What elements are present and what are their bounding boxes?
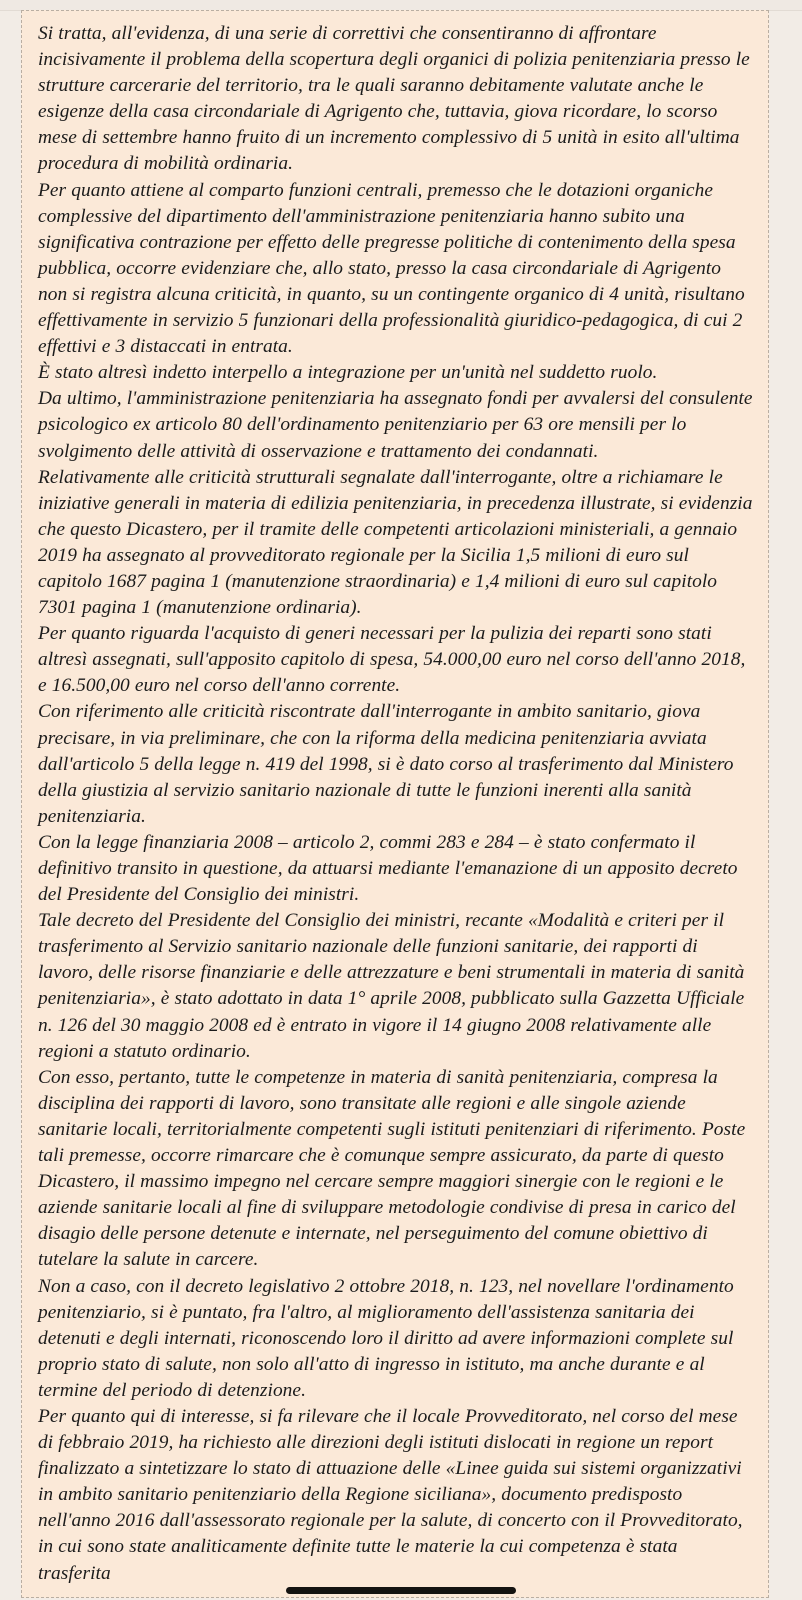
paragraph: Si tratta, all'evidenza, di una serie di correttivi che consentiranno di affrontare incisivamente il problema della scopertura degli organici di polizia penitenziaria presso le strutture carcerarie del territorio, tra le quali saranno debitamente valutate anche le esigenze della casa circondariale di Agrigento che, tuttavia, giova ricordare, lo scorso mese di settembre hanno fruito di un incremento complessivo di 5 unità in esito all'ultima procedura di mobilità ordinaria.: [38, 23, 750, 175]
scrollbar-thumb[interactable]: [793, 310, 798, 560]
document-text-body: [22, 11, 768, 1587]
paragraph: Per quanto attiene al comparto funzioni centrali, premesso che le dotazioni organiche complessive del dipartimento dell'amministrazione penitenziaria hanno subito una significativa contrazione per effetto delle pregresse politiche di contenimento della spesa pubblica, occorre evidenziare che, allo stato, presso la casa circondariale di Agrigento non si registra alcuna criticità, in quanto, su un contingente organico di 4 unità, risultano effettivamente in servizio 5 funzionari della professionalità giuridico-pedagogica, di cui 2 effettivi e 3 distaccati in entrata.: [38, 179, 745, 358]
paragraph: Non a caso, con il decreto legislativo 2 ottobre 2018, n. 123, nel novellare l'ordinamento penitenziario, si è puntato, fra l'altro, al miglioramento dell'assistenza sanitaria dei detenuti e degli internati, riconoscendo loro il diritto ad avere informazioni complete sul proprio stato di salute, non solo all'atto di ingresso in istituto, ma anche durante e al termine del periodo di detenzione.: [38, 1275, 734, 1401]
paragraph: Con riferimento alle criticità riscontrate dall'interrogante in ambito sanitario, giova precisare, in via preliminare, che con la riforma della medicina penitenziaria avviata dall'articolo 5 della legge n. 419 del 1998, si è dato corso al trasferimento dal Ministero della giustizia al servizio sanitario nazionale di tutte le funzioni inerenti alla sanità penitenziaria.: [38, 701, 734, 827]
document-frame[interactable]: [21, 10, 769, 1598]
paragraph: Relativamente alle criticità strutturali segnalate dall'interrogante, oltre a richiamare le iniziative generali in materia di edilizia penitenziaria, in precedenza illustrate, si evidenzia che questo Dicastero, per il tramite delle competenti articolazioni ministeriali, a gennaio 2019 ha assegnato al provveditorato regionale per la Sicilia 1,5 milioni di euro sul capitolo 1687 pagina 1 (manutenzione straordinaria) e 1,4 milioni di euro sul capitolo 7301 pagina 1 (manutenzione ordinaria).: [38, 466, 753, 619]
vertical-scrollbar[interactable]: [794, 10, 800, 1598]
paragraph: Per quanto riguarda l'acquisto di generi necessari per la pulizia dei reparti sono stati altresì assegnati, sull'apposito capitolo di spesa, 54.000,00 euro nel corso dell'anno 2018, e 16.500,00 euro nel corso dell'anno corrente.: [38, 623, 746, 697]
paragraph: Tale decreto del Presidente del Consiglio dei ministri, recante «Modalità e criteri per il trasferimento al Servizio sanitario nazionale delle funzioni sanitarie, dei rapporti di lavoro, delle risorse finanziarie e delle attrezzature e beni strumentali in materia di sanità penitenziaria», è stato adottato in data 1° aprile 2008, pubblicato sulla Gazzetta Ufficiale n. 126 del 30 maggio 2008 ed è entrato in vigore il 14 giugno 2008 relativamente alle regioni a statuto ordinario.: [38, 910, 745, 1062]
paragraph: Con la legge finanziaria 2008 – articolo 2, commi 283 e 284 – è stato confermato il definitivo transito in questione, da attuarsi mediante l'emanazione di un apposito decreto del Presidente del Consiglio dei ministri.: [38, 831, 738, 906]
paragraph: Con esso, pertanto, tutte le competenze in materia di sanità penitenziaria, compresa la disciplina dei rapporti di lavoro, sono transitate alle regioni e alle singole aziende sanitarie locali, territorialmente competenti sugli istituti penitenziari di riferimento. Poste tali premesse, occorre rimarcare che è comunque sempre assicurato, da parte di questo Dicastero, il massimo impegno nel cercare sempre maggiori sinergie con le regioni e le aziende sanitarie locali al fine di sviluppare metodologie condivise di presa in carico del disagio delle persone detenute e internate, nel perseguimento del comune obiettivo di tutelare la salute in carcere.: [38, 1066, 746, 1271]
home-indicator[interactable]: [286, 1587, 516, 1594]
paragraph: Da ultimo, l'amministrazione penitenziaria ha assegnato fondi per avvalersi del consulente psicologico ex articolo 80 dell'ordinamento penitenziario per 63 ore mensili per lo svolgimento delle attività di osservazione e trattamento dei condannati.: [38, 388, 753, 462]
paragraph: È stato altresì indetto interpello a integrazione per un'unità nel suddetto ruolo.: [38, 362, 658, 384]
paragraph: Per quanto qui di interesse, si fa rilevare che il locale Provveditorato, nel corso del mese di febbraio 2019, ha richiesto alle direzioni degli istituti dislocati in regione un report finalizzato a sintetizzare lo stato di attuazione delle «Linee guida sui sistemi organizzativi in ambito sanitario penitenziario della Regione siciliana», documento predisposto nell'anno 2016 dall'assessorato regionale per la salute, di concerto con il Provveditorato, in cui sono state analiticamente definite tutte le materie la cui competenza è stata trasferita: [38, 1405, 743, 1584]
